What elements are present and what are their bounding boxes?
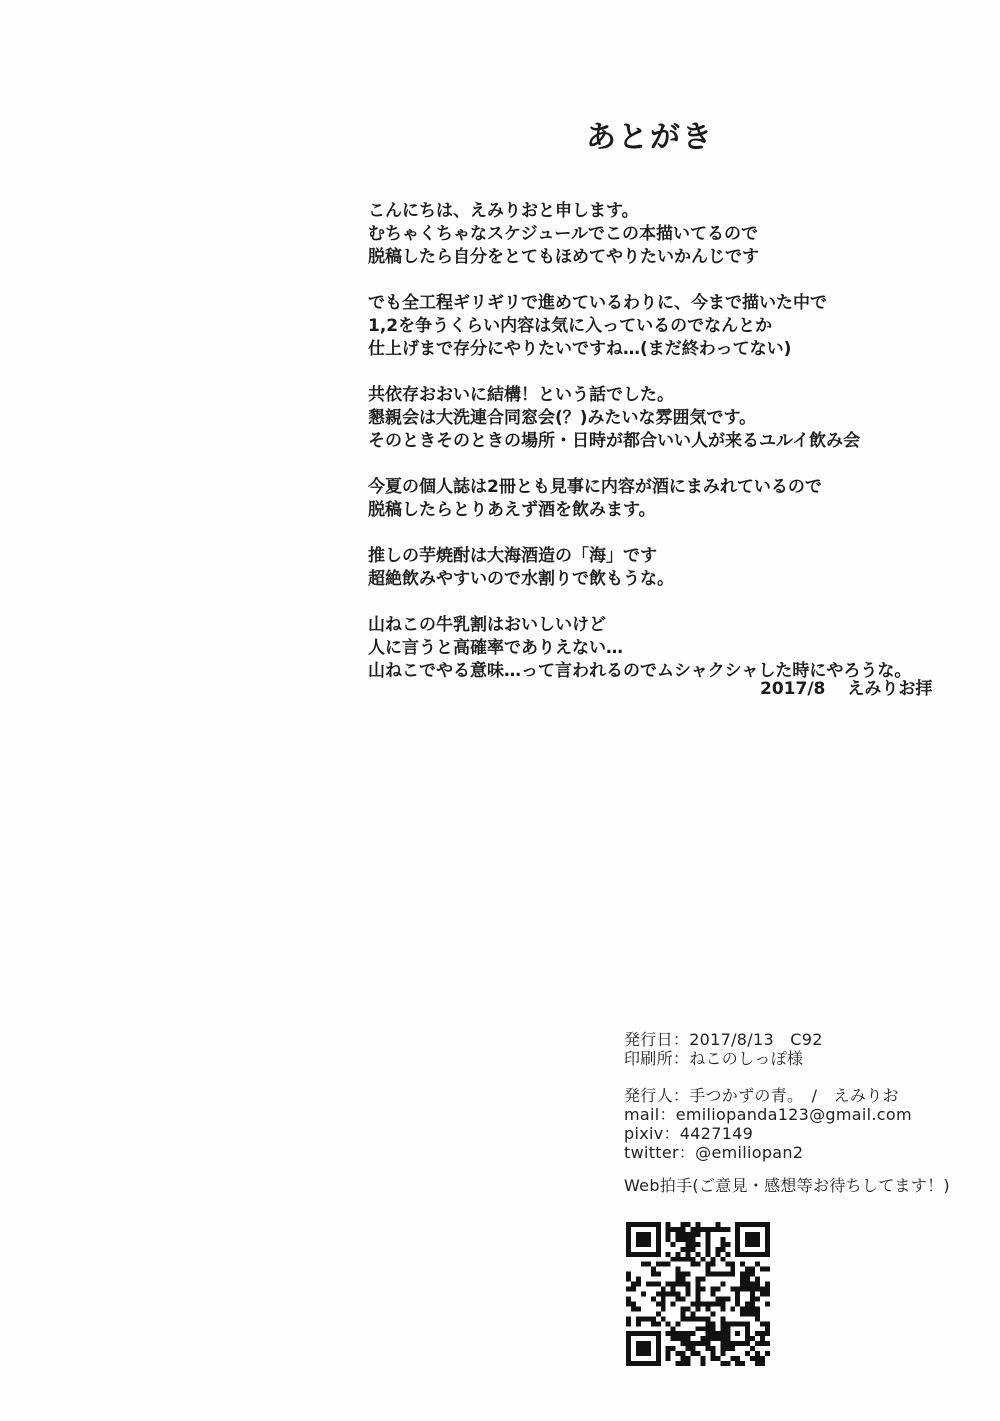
text-line: でも全工程ギリギリで進めているわりに、今まで描いた中で bbox=[368, 293, 827, 313]
text-line: こんにちは、えみりおと申します。 bbox=[368, 201, 639, 221]
issue-date: 発行日：2017/8/13 C92 bbox=[624, 1030, 823, 1049]
text-line: 今夏の個人誌は2冊とも見事に内容が酒にまみれているので bbox=[368, 477, 822, 497]
printer: 印刷所：ねこのしっぽ様 bbox=[624, 1049, 804, 1068]
qr-code-icon bbox=[626, 1222, 770, 1366]
text-line: むちゃくちゃなスケジュールでこの本描いてるので bbox=[368, 224, 758, 244]
text-line: 山ねこの牛乳割はおいしいけど bbox=[368, 615, 606, 635]
text-line: 脱稿したら自分をとてもほめてやりたいかんじです bbox=[368, 247, 759, 267]
text-line: 人に言うと高確率でありえない… bbox=[368, 638, 623, 658]
afterword-body bbox=[368, 200, 968, 706]
text-line: 脱稿したらとりあえず酒を飲みます。 bbox=[368, 500, 656, 520]
text-line: そのときそのときの場所・日時が都合いい人が来るユルイ飲み会 bbox=[368, 431, 861, 451]
page-title: あとがき bbox=[586, 120, 714, 155]
paragraph bbox=[368, 545, 968, 591]
text-line: 1,2を争うくらい内容は気に入っているのでなんとか bbox=[368, 316, 773, 336]
text-line: 推しの芋焼酎は大海酒造の「海」です bbox=[368, 546, 657, 566]
signature-date: 2017/8 bbox=[760, 679, 826, 699]
text-line: 山ねこでやる意味…って言われるのでムシャクシャした時にやろうな。 bbox=[368, 661, 912, 681]
text-line: 懇親会は大洗連合同窓会(？)みたいな雰囲気です。 bbox=[368, 408, 757, 428]
paragraph bbox=[368, 384, 968, 453]
text-line: 共依存おおいに結構！という話でした。 bbox=[368, 385, 674, 405]
colophon bbox=[624, 1030, 984, 1195]
signature bbox=[760, 674, 932, 699]
web-clap-note: Web拍手(ご意見・感想等お待ちしてます！) bbox=[624, 1176, 950, 1195]
signature-author: えみりお拝 bbox=[847, 679, 933, 699]
pixiv-id: pixiv：4427149 bbox=[624, 1124, 754, 1143]
mail-address: mail：emiliopanda123@gmail.com bbox=[624, 1105, 912, 1124]
publisher: 発行人：手つかずの青。 / えみりお bbox=[624, 1086, 899, 1105]
twitter-handle: twitter：@emiliopan2 bbox=[624, 1143, 804, 1162]
paragraph bbox=[368, 292, 968, 361]
paragraph bbox=[368, 476, 968, 522]
paragraph bbox=[368, 200, 968, 269]
text-line: 仕上げまで存分にやりたいですね…(まだ終わってない) bbox=[368, 339, 792, 359]
paragraph bbox=[368, 614, 968, 683]
text-line: 超絶飲みやすいので水割りで飲もうな。 bbox=[368, 569, 674, 589]
qr-code-graphic bbox=[626, 1222, 770, 1366]
